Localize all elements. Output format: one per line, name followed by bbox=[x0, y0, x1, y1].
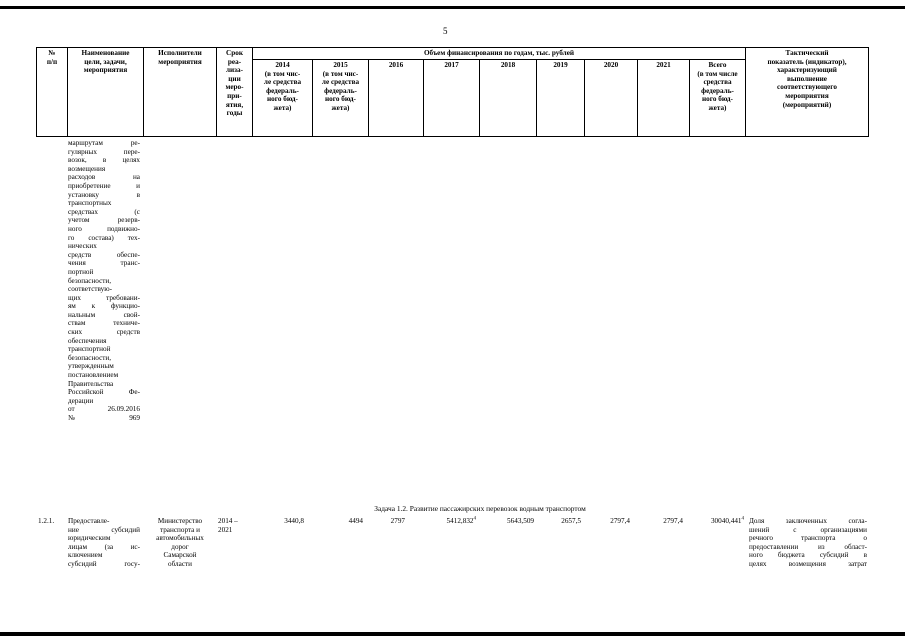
text-line: от 26.09.2016 bbox=[68, 405, 140, 414]
row-value-2017: 5412,832$^4$ bbox=[446, 516, 476, 525]
text-line: субсидий госу- bbox=[68, 559, 140, 568]
header-year-2015: 2015 (в том чис- ле средства федераль- ного бюд- жета) bbox=[321, 61, 360, 112]
row-value-2014: 3440,8 bbox=[284, 517, 304, 525]
footnote-mark: 4 bbox=[741, 516, 744, 522]
row-measure-name bbox=[68, 517, 140, 569]
text-line: соответствую- bbox=[68, 285, 113, 294]
row-value-2019: 2657,5 bbox=[561, 517, 581, 525]
text-line: учетом резерв- bbox=[68, 216, 140, 225]
header-year-2019: 2019 bbox=[553, 61, 568, 69]
row-value-total: 30040,441$^4$ bbox=[710, 516, 744, 525]
text-line: Российской Фе- bbox=[68, 388, 140, 397]
text-line: приобретение и bbox=[68, 181, 140, 190]
text-line: Доля заключенных согла- bbox=[749, 517, 867, 525]
text-line: постановлением bbox=[68, 371, 119, 380]
top-rule bbox=[0, 6, 905, 9]
text-line: го состава) тех- bbox=[68, 233, 140, 242]
text-line: речного транспорта о bbox=[749, 534, 867, 543]
text-line: дерации bbox=[68, 396, 94, 405]
text-line: целях возмещения затрат bbox=[749, 559, 867, 568]
header-year-2017: 2017 bbox=[444, 61, 459, 69]
header-year-2016: 2016 bbox=[388, 61, 404, 69]
text-line: шений с организациями bbox=[749, 525, 867, 534]
footnote-mark: 4 bbox=[473, 516, 476, 522]
text-line: безопасности, bbox=[68, 276, 112, 285]
text-line: безопасности, bbox=[68, 353, 112, 362]
task-title: Задача 1.2. Развитие пассажирских перевозок водным транспортом bbox=[374, 504, 586, 513]
text-line: средствах (с bbox=[68, 207, 140, 216]
text-line: гулярных пере- bbox=[68, 147, 140, 156]
text-line: возок, в целях bbox=[68, 156, 140, 165]
text-line: средств обеспе- bbox=[68, 250, 140, 259]
text-line: юридическим bbox=[68, 534, 111, 543]
text-line: нических bbox=[68, 242, 97, 251]
text-line: ключением bbox=[68, 551, 103, 560]
header-number: № п/п bbox=[46, 49, 58, 66]
row-term: 2014 – 2021 bbox=[218, 517, 238, 534]
text-line: Предоставле- bbox=[68, 517, 110, 525]
text-line: обеспечения bbox=[68, 336, 107, 345]
text-line: № 969 bbox=[68, 414, 140, 422]
row-indicator bbox=[749, 517, 867, 569]
row-value-2016: 2797 bbox=[390, 517, 405, 525]
header-total: Всего (в том числе средства федераль- ного бюд- жета) bbox=[697, 61, 738, 112]
header-year-2018: 2018 bbox=[500, 61, 516, 69]
text-line: маршрутам ре- bbox=[68, 139, 140, 147]
text-line: чения транс- bbox=[68, 259, 140, 268]
header-year-2014: 2014 (в том чис- ле средства федераль- ного бюд- жета) bbox=[263, 61, 302, 112]
header-year-2021: 2021 bbox=[656, 61, 671, 69]
text-line: ских средств bbox=[68, 328, 140, 337]
header-executors: Исполнители мероприятия bbox=[158, 49, 202, 66]
continued-measure-text bbox=[68, 139, 140, 423]
header-indicator: Тактический показатель (индикатор), характеризующий выполнение соответствующего мероприятия (мероприятий) bbox=[767, 49, 847, 109]
text-line: транспортных bbox=[68, 199, 112, 208]
text-line: ние субсидий bbox=[68, 525, 140, 534]
row-number: 1.2.1. bbox=[38, 517, 55, 525]
text-line: установку в bbox=[68, 190, 140, 199]
row-value-2020: 2797,4 bbox=[610, 517, 630, 525]
text-line: щих требовани- bbox=[68, 293, 140, 302]
row-executor: Министерство транспорта и автомобильных дорог Самарской области bbox=[156, 517, 204, 568]
row-value-2015: 4494 bbox=[348, 517, 363, 525]
text-line: Правительства bbox=[68, 379, 114, 388]
text-line: лицам (за ис- bbox=[68, 542, 140, 551]
header-term: Срок реа- лиза- ции меро- при- ятия, годы bbox=[225, 49, 244, 118]
text-line: портной bbox=[68, 267, 94, 276]
row-value-2018: 5643,509 bbox=[507, 517, 534, 525]
text-line: ствам техниче- bbox=[68, 319, 140, 328]
text-line: транспортной bbox=[68, 345, 111, 354]
header-name: Наименование цели, задачи, мероприятия bbox=[81, 49, 130, 75]
page-number: 5 bbox=[443, 26, 448, 36]
text-line: предоставлении из област- bbox=[749, 542, 867, 551]
text-line: возмещения bbox=[68, 164, 106, 173]
text-line: ям к функцио- bbox=[68, 302, 140, 311]
header-funding: Объем финансирования по годам, тыс. рублей bbox=[423, 49, 575, 57]
bottom-rule bbox=[0, 632, 905, 636]
text-line: расходов на bbox=[68, 173, 140, 182]
text-line: ного бюджета субсидий в bbox=[749, 551, 867, 560]
text-line: ного подвижно- bbox=[68, 224, 140, 233]
text-line: утвержденным bbox=[68, 362, 114, 371]
header-year-2020: 2020 bbox=[603, 61, 619, 69]
row-value-2021: 2797,4 bbox=[663, 517, 683, 525]
text-line: нальным свой- bbox=[68, 310, 140, 319]
